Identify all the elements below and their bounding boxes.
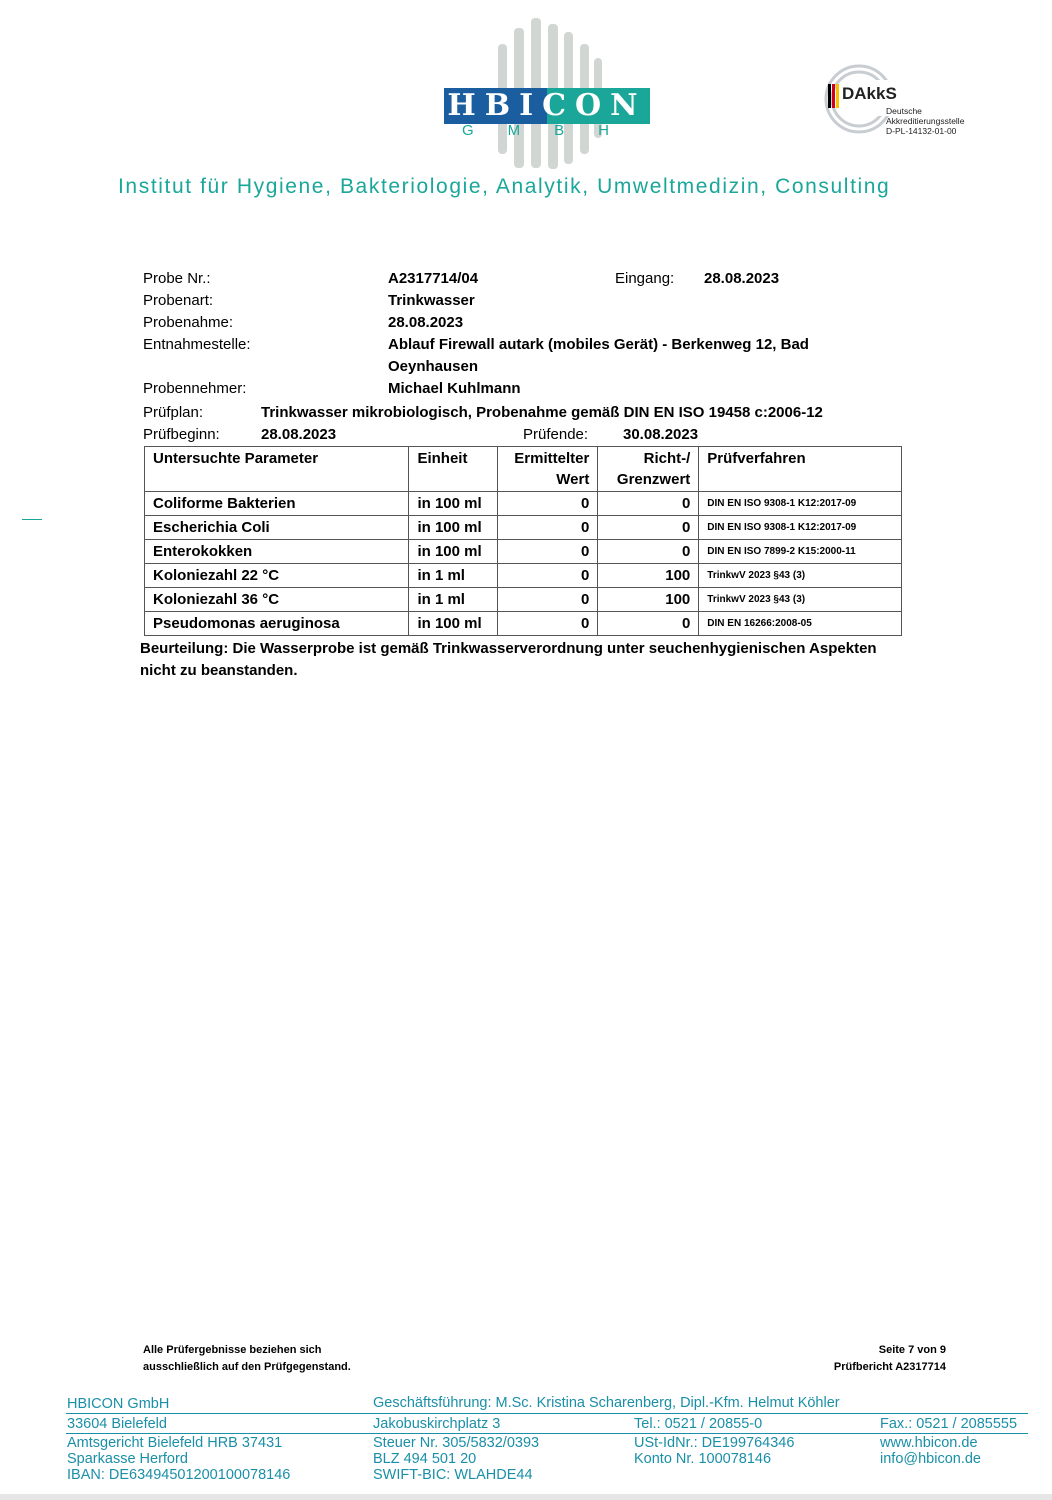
- value-probenart: Trinkwasser: [388, 292, 475, 309]
- logo-brand-sub: GMBH: [462, 122, 643, 139]
- value-entnahmestelle-line2: Oeynhausen: [388, 358, 479, 375]
- header-limit: [598, 447, 699, 492]
- cell-param: Koloniezahl 22 °C: [145, 564, 409, 588]
- header-value-line2: Wert: [556, 471, 590, 488]
- label-pruefplan: Prüfplan:: [143, 404, 204, 421]
- label-entnahmestelle: Entnahmestelle:: [143, 336, 251, 353]
- cell-method: TrinkwV 2023 §43 (3): [699, 588, 902, 612]
- value-eingang: 28.08.2023: [704, 270, 780, 287]
- value-probennehmer: Michael Kuhlmann: [388, 380, 521, 397]
- dakks-line3: D-PL-14132-01-00: [886, 126, 957, 136]
- header-unit: Einheit: [409, 447, 498, 492]
- company-management: Geschäftsführung: M.Sc. Kristina Scharenberg, Dipl.-Kfm. Helmut Köhler: [373, 1395, 840, 1411]
- header-limit-line2: Grenzwert: [616, 471, 691, 488]
- header-value: [498, 447, 598, 492]
- assessment-line1: Beurteilung: Die Wasserprobe ist gemäß Trinkwasserverordnung unter seuchenhygienischen Aspekten: [140, 640, 877, 657]
- company-web: www.hbicon.de: [880, 1435, 978, 1451]
- results-table: [144, 446, 902, 636]
- footer-note: [143, 1342, 351, 1376]
- label-probenart: Probenart:: [143, 292, 214, 309]
- table-row: [145, 540, 902, 564]
- cell-limit: 0: [598, 612, 699, 636]
- cell-param: Enterokokken: [145, 540, 409, 564]
- cell-method: DIN EN 16266:2008-05: [699, 612, 902, 636]
- logo-brand-text: HBICON: [447, 88, 647, 123]
- margin-marker: [22, 519, 42, 520]
- address-divider-1: [66, 1413, 1028, 1414]
- footer-note-line2: ausschließlich auf den Prüfgegenstand.: [143, 1361, 351, 1373]
- institute-tagline: Institut für Hygiene, Bakteriologie, Analytik, Umweltmedizin, Consulting: [118, 175, 891, 198]
- company-court: Amtsgericht Bielefeld HRB 37431: [67, 1435, 283, 1451]
- company-tax: Steuer Nr. 305/5832/0393: [373, 1435, 540, 1451]
- dakks-title: DAkkS: [842, 84, 897, 103]
- page-bottom-edge: [0, 1494, 1052, 1500]
- table-header-row: [145, 447, 902, 492]
- label-probe-nr: Probe Nr.:: [143, 270, 211, 287]
- table-row: [145, 612, 902, 636]
- dakks-line2: Akkreditierungsstelle: [886, 116, 965, 126]
- value-pruefende: 30.08.2023: [623, 426, 699, 443]
- cell-unit: in 100 ml: [409, 492, 498, 516]
- cell-value: 0: [498, 612, 598, 636]
- company-konto: Konto Nr. 100078146: [634, 1451, 772, 1467]
- cell-method: DIN EN ISO 7899-2 K15:2000-11: [699, 540, 902, 564]
- cell-unit: in 1 ml: [409, 564, 498, 588]
- address-divider-2: [66, 1433, 1028, 1434]
- header-limit-line1: Richt-/: [643, 450, 691, 467]
- cell-unit: in 1 ml: [409, 588, 498, 612]
- value-probe-nr: A2317714/04: [388, 270, 479, 287]
- value-entnahmestelle-line1: Ablauf Firewall autark (mobiles Gerät) - Berkenweg 12, Bad: [388, 336, 809, 353]
- cell-value: 0: [498, 516, 598, 540]
- cell-method: TrinkwV 2023 §43 (3): [699, 564, 902, 588]
- cell-value: 0: [498, 492, 598, 516]
- cell-value: 0: [498, 564, 598, 588]
- company-blz: BLZ 494 501 20: [373, 1451, 477, 1467]
- cell-param: Koloniezahl 36 °C: [145, 588, 409, 612]
- header-param: Untersuchte Parameter: [145, 447, 409, 492]
- hbicon-logo: [444, 14, 650, 174]
- assessment-text: [140, 638, 920, 682]
- assessment-line2: nicht zu beanstanden.: [140, 662, 298, 679]
- table-row: [145, 564, 902, 588]
- footer-note-line1: Alle Prüfergebnisse beziehen sich: [143, 1344, 322, 1356]
- label-pruefbeginn: Prüfbeginn:: [143, 426, 220, 443]
- cell-method: DIN EN ISO 9308-1 K12:2017-09: [699, 516, 902, 540]
- company-street: Jakobuskirchplatz 3: [373, 1416, 501, 1432]
- cell-limit: 0: [598, 540, 699, 564]
- cell-unit: in 100 ml: [409, 540, 498, 564]
- cell-limit: 0: [598, 492, 699, 516]
- cell-param: Escherichia Coli: [145, 516, 409, 540]
- cell-value: 0: [498, 588, 598, 612]
- footer-page-info: [780, 1342, 946, 1376]
- label-pruefende: Prüfende:: [523, 426, 589, 443]
- table-row: [145, 588, 902, 612]
- company-tel: Tel.: 0521 / 20855-0: [634, 1416, 763, 1432]
- header-method: Prüfverfahren: [699, 447, 902, 492]
- company-email: info@hbicon.de: [880, 1451, 981, 1467]
- table-row: [145, 492, 902, 516]
- cell-unit: in 100 ml: [409, 612, 498, 636]
- dakks-line1: Deutsche: [886, 106, 922, 116]
- company-bic: SWIFT-BIC: WLAHDE44: [373, 1467, 533, 1483]
- footer-report: Prüfbericht A2317714: [833, 1361, 946, 1373]
- cell-method: DIN EN ISO 9308-1 K12:2017-09: [699, 492, 902, 516]
- label-probenahme: Probenahme:: [143, 314, 234, 331]
- value-probenahme: 28.08.2023: [388, 314, 464, 331]
- table-row: [145, 516, 902, 540]
- label-eingang: Eingang:: [615, 270, 675, 287]
- cell-param: Coliforme Bakterien: [145, 492, 409, 516]
- company-bank: Sparkasse Herford: [67, 1451, 188, 1467]
- company-fax: Fax.: 0521 / 2085555: [880, 1416, 1018, 1432]
- cell-limit: 100: [598, 588, 699, 612]
- footer-page: Seite 7 von 9: [878, 1344, 946, 1356]
- company-name: HBICON GmbH: [67, 1396, 170, 1412]
- cell-param: Pseudomonas aeruginosa: [145, 612, 409, 636]
- label-probennehmer: Probennehmer:: [143, 380, 247, 397]
- cell-limit: 0: [598, 516, 699, 540]
- company-city: 33604 Bielefeld: [67, 1416, 167, 1432]
- cell-unit: in 100 ml: [409, 516, 498, 540]
- value-pruefbeginn: 28.08.2023: [261, 426, 337, 443]
- company-vat: USt-IdNr.: DE199764346: [634, 1435, 795, 1451]
- cell-value: 0: [498, 540, 598, 564]
- header-value-line1: Ermittelter: [514, 450, 590, 467]
- value-pruefplan: Trinkwasser mikrobiologisch, Probenahme gemäß DIN EN ISO 19458 c:2006-12: [261, 404, 823, 421]
- company-iban: IBAN: DE63494501200100078146: [67, 1467, 291, 1483]
- cell-limit: 100: [598, 564, 699, 588]
- dakks-accreditation: [822, 62, 1002, 142]
